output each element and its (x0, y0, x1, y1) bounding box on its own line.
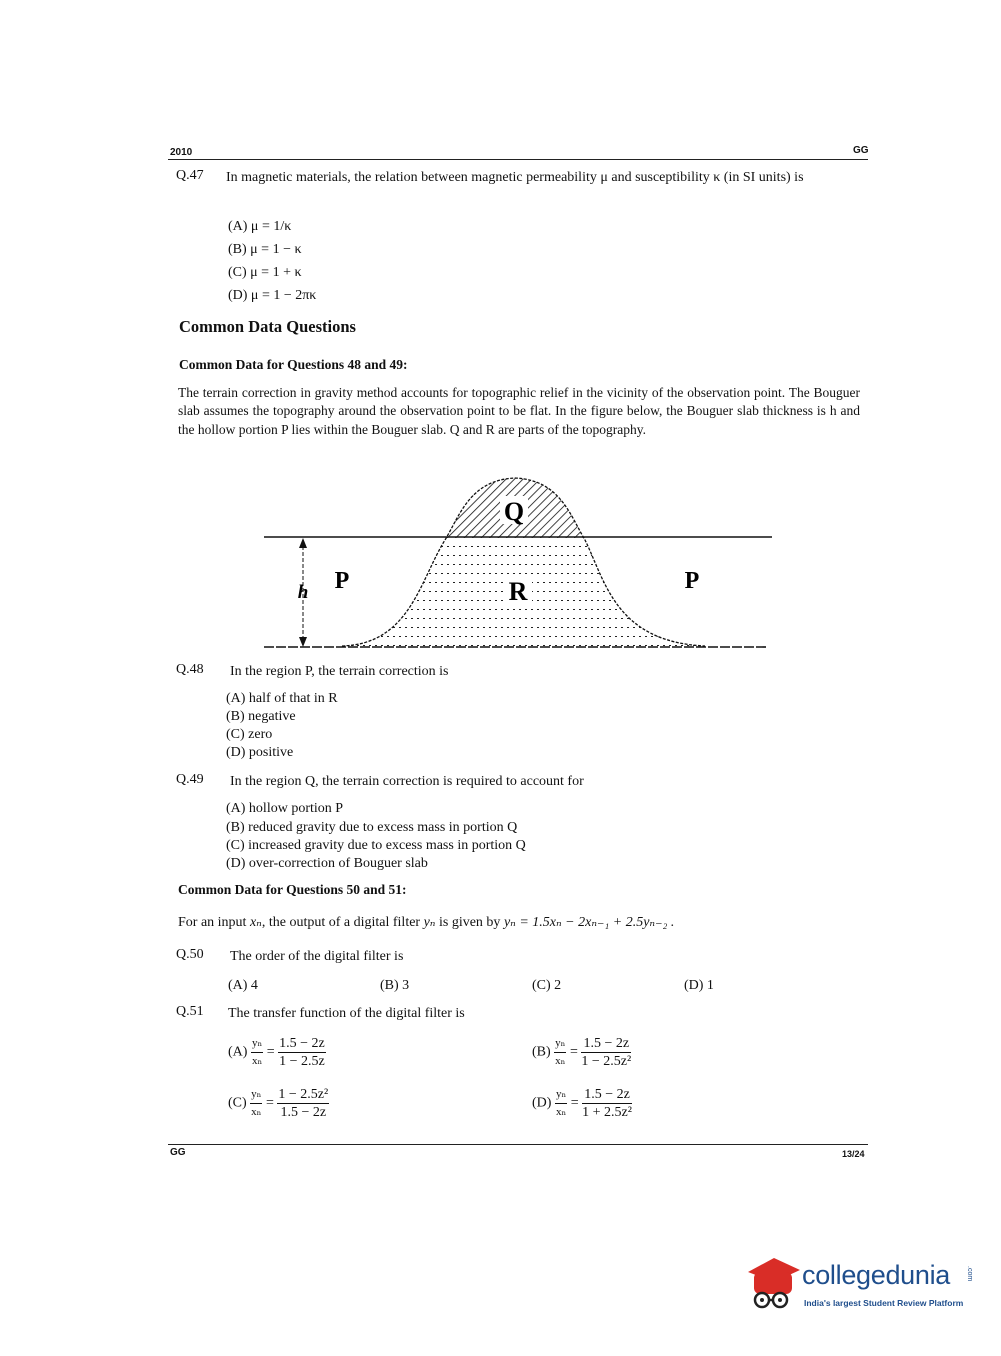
q49-option-b[interactable]: (B) reduced gravity due to excess mass in portion Q (226, 820, 518, 835)
header-paper-code: GG (853, 145, 869, 156)
h-arrow-down (299, 637, 307, 647)
q49-option-a[interactable]: (A) hollow portion P (226, 801, 344, 816)
q51-lhs-fraction-d: $\frac{\text{yₙ}}{\text{xₙ}}$ (555, 1088, 567, 1118)
footer-rule (168, 1144, 868, 1145)
q49-option-d[interactable]: (D) over-correction of Bouguer slab (226, 856, 428, 871)
label-q: Q (503, 497, 525, 526)
q49-number: Q.49 (176, 772, 204, 787)
q47-option-a[interactable]: (A) μ = 1/κ (228, 219, 292, 234)
q51-lhs-fraction-c: $\frac{\text{yₙ}}{\text{xₙ}}$ (251, 1088, 262, 1118)
q50-number: Q.50 (176, 947, 204, 962)
q49-option-c[interactable]: (C) increased gravity due to excess mass in portion Q (226, 838, 526, 853)
filter-output-var: yₙ (423, 915, 436, 930)
terrain-figure (260, 470, 775, 660)
common-data-50-51-title: Common Data for Questions 50 and 51: (178, 882, 407, 897)
q51-text: The transfer function of the digital filter is (228, 1006, 465, 1021)
q47-option-b[interactable]: (B) μ = 1 − κ (228, 242, 302, 257)
section-title: Common Data Questions (179, 317, 356, 336)
q51-lhs-fraction-b: $\frac{\text{yₙ}}{\text{xₙ}}$ (555, 1037, 566, 1067)
q51-option-a[interactable]: (A) $\frac{\text{yₙ}}{\text{xₙ}}$ = $\frac{1.5 - 2z}{1 - 2.5z}$ (228, 1036, 325, 1069)
q50-option-c[interactable]: (C) 2 (532, 978, 562, 993)
q51-option-c[interactable]: (C) $\frac{\text{yₙ}}{\text{xₙ}}$ = $\frac{\text{1 − 2.5z²}}{1.5 - 2z}$ (228, 1087, 329, 1120)
q51-option-b-label: (B) (532, 1044, 551, 1060)
q51-option-a-label: (A) (228, 1044, 248, 1060)
q51-option-c-fraction: $\frac{\text{1 − 2.5z²}}{1.5 - 2z}$ (278, 1087, 329, 1120)
header-year: 2010 (170, 147, 193, 158)
label-h: h (297, 582, 309, 603)
q47-option-d[interactable]: (D) μ = 1 − 2πκ (228, 288, 317, 303)
label-p-right: P (684, 568, 700, 594)
footer-paper-code: GG (170, 1147, 186, 1158)
q51-lhs-fraction-a: $\frac{\text{yₙ}}{\text{xₙ}}$ (251, 1037, 263, 1067)
brand-tld: .com (966, 1266, 973, 1282)
q48-option-c[interactable]: (C) zero (226, 727, 273, 742)
filter-text-given: is given by (438, 915, 501, 930)
brand-tagline: India's largest Student Review Platform (804, 1298, 964, 1308)
q51-option-d[interactable]: (D) $\frac{\text{yₙ}}{\text{xₙ}}$ = $\frac{1.5 - 2z}{\text{1 + 2.5z²}}$ (532, 1087, 632, 1120)
q50-option-a[interactable]: (A) 4 (228, 978, 258, 993)
brand-name: collegedunia (802, 1260, 951, 1290)
q51-option-d-fraction: $\frac{1.5 - 2z}{\text{1 + 2.5z²}}$ (582, 1087, 632, 1120)
q47-number: Q.47 (176, 168, 204, 183)
label-r: R (508, 577, 528, 606)
q51-option-c-label: (C) (228, 1095, 247, 1111)
common-data-48-49-title: Common Data for Questions 48 and 49: (179, 357, 408, 372)
filter-input-var: xₙ (249, 915, 262, 930)
q51-option-a-fraction: $\frac{1.5 - 2z}{1 - 2.5z}$ (279, 1036, 325, 1069)
q50-option-b[interactable]: (B) 3 (380, 978, 410, 993)
label-p-left: P (334, 568, 350, 594)
q48-option-a[interactable]: (A) half of that in R (226, 691, 338, 706)
q50-option-d[interactable]: (D) 1 (684, 978, 714, 993)
q51-number: Q.51 (176, 1004, 204, 1019)
q48-number: Q.48 (176, 662, 204, 677)
filter-equation: yₙ = 1.5xₙ − 2xₙ₋₁ + 2.5yₙ₋₂ . (503, 915, 675, 930)
collegedunia-logo[interactable] (740, 1250, 980, 1320)
common-data-48-49-text: The terrain correction in gravity method accounts for topographic relief in the vicinity of the observation point. The Bouguer slab assumes the topography around the observation point to be flat. In the figure below, the Bouguer slab thickness is h and the hollow portion P lies within the Bouguer slab. Q and R are parts of the topography. (178, 385, 860, 437)
q50-text: The order of the digital filter is (230, 949, 404, 964)
q51-option-b-fraction: $\frac{1.5 - 2z}{\text{1 − 2.5z²}}$ (581, 1036, 632, 1069)
footer-page-number: 13/24 (842, 1149, 865, 1159)
q47-text: In magnetic materials, the relation between magnetic permeability μ and susceptibility κ (in SI units) is (226, 170, 804, 185)
q48-option-d[interactable]: (D) positive (226, 745, 294, 760)
filter-text-middle: , the output of a digital filter (261, 915, 421, 930)
mascot-icon (740, 1250, 802, 1320)
q47-option-c[interactable]: (C) μ = 1 + κ (228, 265, 302, 280)
q49-text: In the region Q, the terrain correction is required to account for (230, 774, 584, 789)
q51-option-b[interactable]: (B) $\frac{\text{yₙ}}{\text{xₙ}}$ = $\frac{1.5 - 2z}{\text{1 − 2.5z²}}$ (532, 1036, 632, 1069)
q48-text: In the region P, the terrain correction is (230, 664, 449, 679)
common-data-50-51-text (178, 914, 674, 931)
h-arrow-up (299, 538, 307, 548)
filter-text-prefix: For an input (178, 915, 247, 930)
q48-option-b[interactable]: (B) negative (226, 709, 296, 724)
q51-option-d-label: (D) (532, 1095, 552, 1111)
header-rule (168, 159, 868, 160)
